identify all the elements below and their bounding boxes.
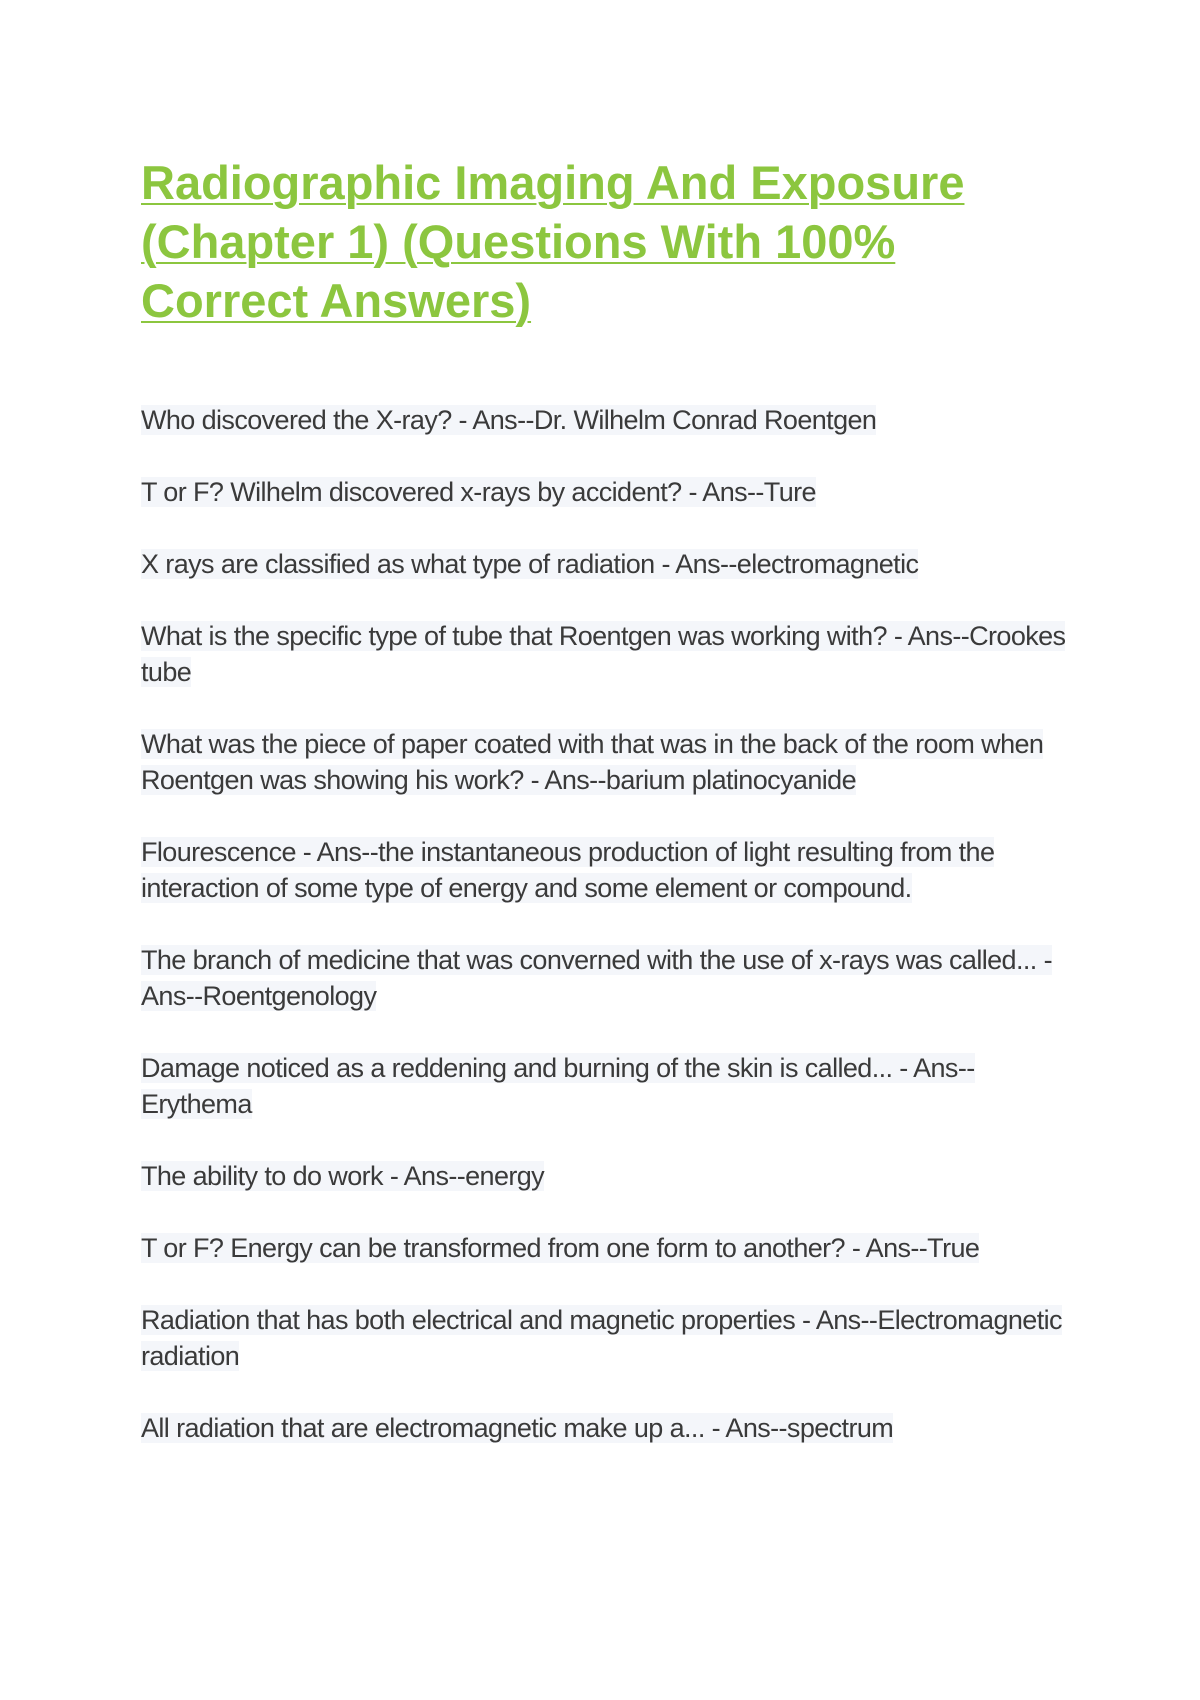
qa-item [141,1050,1081,1122]
qa-text: What was the piece of paper coated with that was in the back of the room when Roentgen was showing his work? - Ans--barium platinocyanide [141,729,1044,795]
qa-list [141,402,1081,1482]
qa-text: All radiation that are electromagnetic make up a... - Ans--spectrum [141,1413,894,1443]
qa-item [141,1158,1081,1194]
qa-item [141,1302,1081,1374]
qa-item [141,618,1081,690]
qa-text: The branch of medicine that was converned with the use of x-rays was called... - Ans--Roentgenology [141,945,1052,1011]
qa-item [141,474,1081,510]
qa-text: T or F? Wilhelm discovered x-rays by accident? - Ans--Ture [141,477,816,507]
qa-item [141,1230,1081,1266]
qa-text: The ability to do work - Ans--energy [141,1161,545,1191]
document-title: Radiographic Imaging And Exposure (Chapter 1) (Questions With 100% Correct Answers) [141,156,965,327]
qa-text: Damage noticed as a reddening and burning of the skin is called... - Ans--Erythema [141,1053,975,1119]
qa-text: X rays are classified as what type of radiation - Ans--electromagnetic [141,549,919,579]
qa-item [141,402,1081,438]
qa-text: What is the specific type of tube that Roentgen was working with? - Ans--Crookes tube [141,621,1066,687]
qa-text: Radiation that has both electrical and magnetic properties - Ans--Electromagnetic radiation [141,1305,1062,1371]
qa-text: T or F? Energy can be transformed from one form to another? - Ans--True [141,1233,980,1263]
qa-text: Flourescence - Ans--the instantaneous production of light resulting from the interaction of some type of energy and some element or compound. [141,837,995,903]
qa-item [141,546,1081,582]
qa-text: Who discovered the X-ray? - Ans--Dr. Wilhelm Conrad Roentgen [141,405,877,435]
qa-item [141,942,1081,1014]
qa-item [141,834,1081,906]
qa-item [141,1410,1081,1446]
qa-item [141,726,1081,798]
